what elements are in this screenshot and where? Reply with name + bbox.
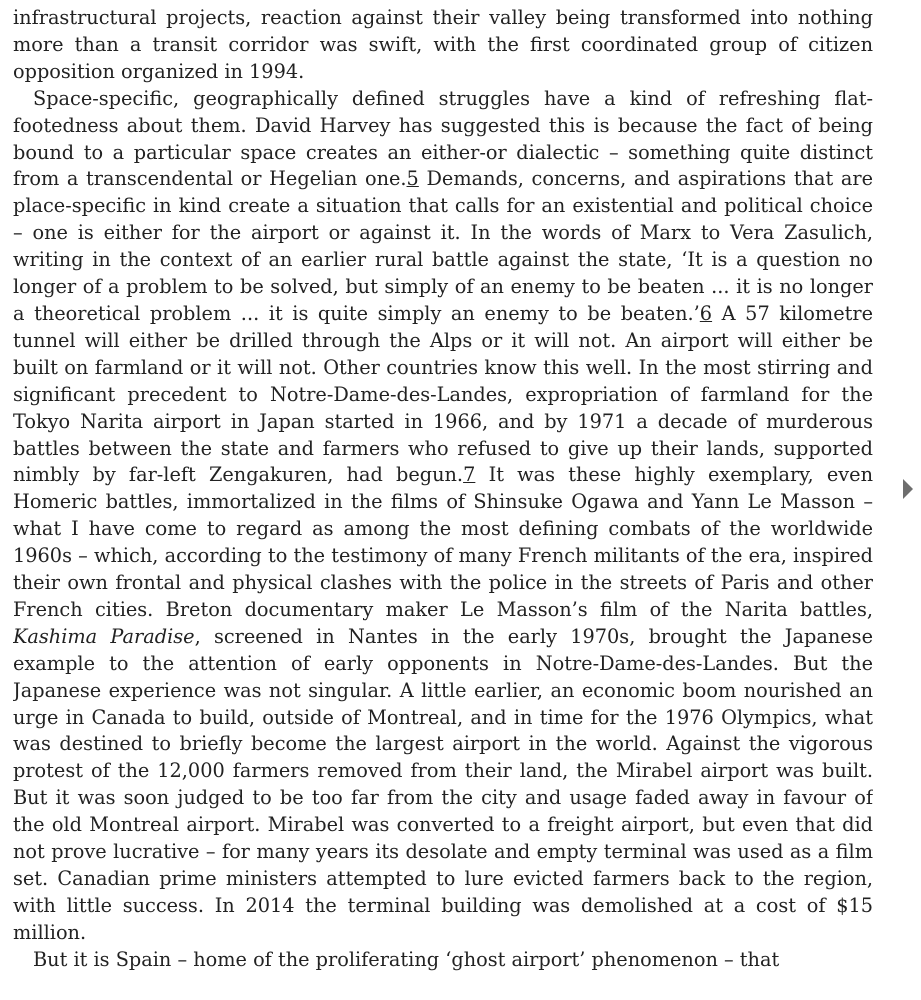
page-text: [13, 5, 873, 1000]
text-segment: , screened in Nantes in the early 1970s, brought the Japanese example to the attention of early opponents in Notre-Dame-des-Landes. But the Japanese experience was not singular. A little earlier, an economic boom nourished an urge in Canada to build, outside of Montreal, and in time for the 1976 Olympics, what was destined to briefly become the largest airport in the world. Against the vigorous protest of the 12,000 farmers removed from their land, the Mirabel airport was built. But it was soon judged to be too far from the city and usage faded away in favour of the old Montreal airport. Mirabel was converted to a freight airport, but even that did not prove lucrative – for many years its desolate and empty terminal was used as a film set. Canadian prime ministers attempted to lure evicted farmers back to the region, with little success. In 2014 the terminal building was demolished at a cost of $15 million.: [13, 624, 873, 944]
chevron-right-icon: [902, 478, 914, 500]
footnote-link-6[interactable]: 6: [699, 301, 713, 325]
footnote-link-7[interactable]: 7: [463, 463, 476, 487]
next-page-button[interactable]: [900, 476, 916, 502]
text-segment: It was these highly exemplary, even Homeric battles, immortalized in the films of Shinsuke Ogawa and Yann Le Masson – what I have come to regard as among the most defining combats of the worldwide 1960s – which, according to the testimony of many French militants of the era, inspired their own frontal and physical clashes with the police in the streets of Paris and other French cities. Breton documentary maker Le Masson’s film of the Narita battles,: [13, 463, 873, 621]
paragraph-continued: [13, 5, 873, 86]
text-segment: Space-specific, geographically defined struggles have a kind of refreshing flat-footedness about them. David Harvey has suggested this is because the fact of being bound to a particular space creates an either-or dialectic – something quite distinct from a transcendental or Hegelian one.: [13, 86, 873, 191]
text-segment: A 57 kilometre tunnel will either be drilled through the Alps or it will not. An airport will either be built on farmland or it will not. Other countries know this well. In the most stirring and significant precedent to Notre-Dame-des-Landes, expropriation of farmland for the Tokyo Narita airport in Japan started in 1966, and by 1971 a decade of murderous battles between the state and farmers who refused to give up their lands, supported nimbly by far-left Zengakuren, had begun.: [13, 301, 873, 487]
footnote-link-5[interactable]: 5: [406, 167, 419, 191]
paragraph-space-specific-struggles: [13, 86, 873, 947]
paragraph-spain: [13, 947, 873, 974]
film-title-italic: Kashima Paradise: [13, 624, 195, 648]
text-segment: Demands, concerns, and aspirations that are place-specific in kind create a situation that calls for an existential and political choice – one is either for the airport or against it. In the words of Marx to Vera Zasulich, writing in the context of an earlier rural battle against the state, ‘It is a question no longer of a problem to be solved, but simply of an enemy to be beaten ... it is no longer a theoretical problem ... it is quite simply an enemy to be beaten.’: [13, 167, 873, 325]
text-segment: infrastructural projects, reaction against their valley being transformed into nothing more than a transit corridor was swift, with the first coordinated group of citizen opposition organized in 1994.: [13, 6, 873, 83]
text-segment: But it is Spain – home of the proliferating ‘ghost airport’ phenomenon – that: [33, 947, 780, 971]
